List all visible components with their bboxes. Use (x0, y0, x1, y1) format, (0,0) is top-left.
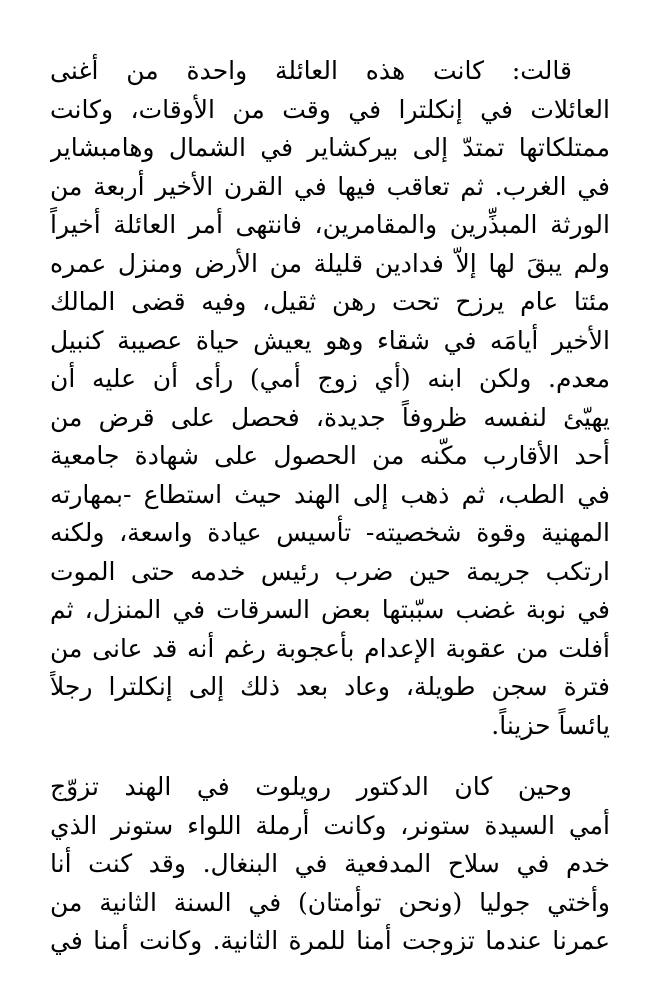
text-line: قالت: كانت هذه العائلة واحدة من أغنى (50, 56, 572, 85)
text-line: ارتكب جريمة حين ضرب رئيس خدمه حتى الموت (50, 556, 610, 586)
text-line: أحد الأقارب مكّنه من الحصول على شهادة جامعية (50, 441, 610, 470)
paragraph-2 (50, 768, 610, 961)
text-line: وأختي جوليا (ونحن توأمتان) في السنة الثانية من (50, 887, 610, 917)
text-line: يهيّئ لنفسه ظروفاً جديدة، فحصل على قرض من (50, 402, 610, 432)
text-line: في الغرب. ثم تعاقب فيها في القرن الأخير أربعة من (50, 171, 610, 201)
text-line: أفلت من عقوبة الإعدام بأعجوبة رغم أنه قد عانى من (50, 633, 610, 663)
text-line: مئتا عام يرزح تحت رهن ثقيل، وفيه قضى المالك (50, 287, 610, 316)
text-line: الورثة المبذِّرين والمقامرين، فانتهى أمر العائلة أخيراً (50, 210, 610, 239)
text-line: فترة سجن طويلة، وعاد بعد ذلك إلى إنكلترا رجلاً (50, 672, 610, 701)
text-line: يائساً حزيناً. (491, 710, 610, 740)
text-line: خدم في سلاح المدفعية في البنغال. وقد كنت أنا (50, 849, 610, 878)
text-line: في نوبة غضب سبّبتها بعض السرقات في المنزل، ثم (50, 595, 610, 624)
text-line: في الطب، ثم ذهب إلى الهند حيث استطاع -بمهارته (50, 479, 610, 509)
paragraph-1 (50, 52, 610, 745)
book-page (50, 52, 610, 961)
text-line: أمي السيدة ستونر، وكانت أرملة اللواء ستونر الذي (50, 810, 610, 840)
text-line: عمرنا عندما تزوجت أمنا للمرة الثانية. وكانت أمنا في (50, 926, 610, 955)
text-line: ولم يبقَ لها إلاّ فدادين قليلة من الأرض ومنزل عمره (50, 248, 610, 278)
paragraph-gap (50, 745, 610, 768)
text-line: معدم. ولكن ابنه (أي زوج أمي) رأى أن عليه أن (50, 364, 610, 393)
text-line: ممتلكاتها تمتدّ إلى بيركشاير في الشمال وهامبشاير (50, 133, 610, 162)
text-line: وحين كان الدكتور رويلوت في الهند تزوّج (50, 772, 572, 801)
text-line: المهنية وقوة شخصيته- تأسيس عيادة واسعة، ولكنه (50, 518, 610, 547)
text-line: العائلات في إنكلترا في وقت من الأوقات، وكانت (50, 94, 610, 124)
text-line: الأخير أيامَه في شقاء وهو يعيش حياة عصيبة كنبيل (50, 325, 610, 355)
